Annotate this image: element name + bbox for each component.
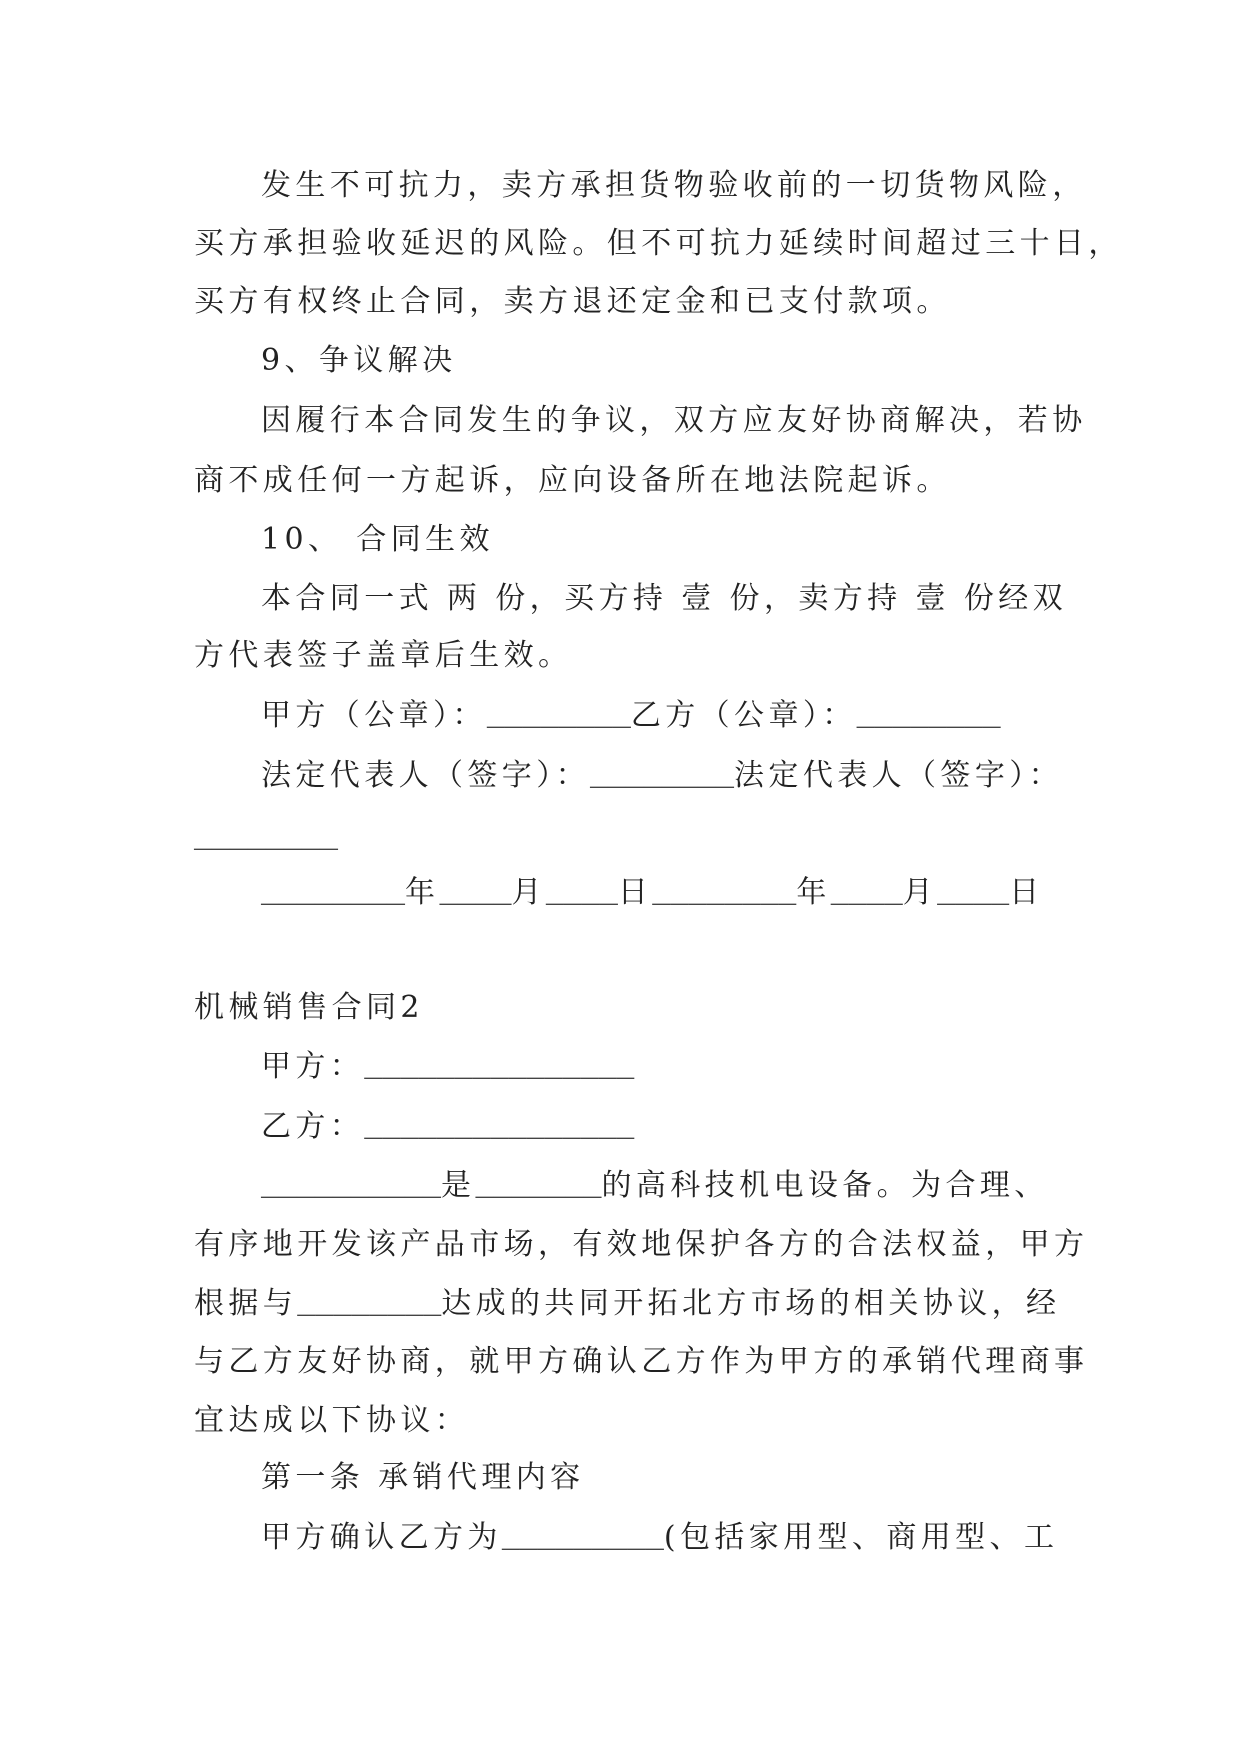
paragraph-line: 买方有权终止合同，卖方退还定金和已支付款项。 bbox=[194, 284, 951, 319]
blank-field: ________ bbox=[590, 761, 735, 795]
document-title: 机械销售合同2 bbox=[194, 990, 424, 1025]
text: 是 bbox=[441, 1168, 476, 1203]
text: (包括家用型、商用型、工 bbox=[663, 1520, 1059, 1555]
paragraph-line: 商不成任何一方起诉，应向设备所在地法院起诉。 bbox=[194, 463, 951, 498]
month-label: 月 bbox=[902, 875, 938, 910]
blank-field: ________ bbox=[297, 1289, 442, 1323]
paragraph-line: 本合同一式 两 份，买方持 壹 份，卖方持 壹 份经双 bbox=[261, 581, 1068, 616]
month-label: 月 bbox=[511, 875, 546, 910]
paragraph-line bbox=[261, 1518, 1058, 1560]
label: 法定代表人（签字）： bbox=[734, 758, 1064, 793]
paragraph-line: 买方承担验收延迟的风险。但不可抗力延续时间超过三十日， bbox=[194, 226, 1123, 261]
signature-rep-blank bbox=[194, 818, 338, 860]
date-line bbox=[261, 873, 1044, 915]
blank-field: ________ bbox=[486, 701, 631, 735]
blank-field: ________ bbox=[652, 878, 797, 912]
label: 甲方： bbox=[261, 1049, 365, 1084]
text: 达成的共同开拓北方市场的相关协议，经 bbox=[441, 1286, 1061, 1321]
blank-field: _________ bbox=[501, 1523, 664, 1557]
blank-field: ____ bbox=[937, 878, 1010, 912]
paragraph-line: 发生不可抗力，卖方承担货物验收前的一切货物风险， bbox=[261, 168, 1087, 203]
party-a-line bbox=[261, 1047, 634, 1089]
text: 甲方确认乙方为 bbox=[261, 1520, 502, 1555]
blank-field: __________ bbox=[261, 1171, 442, 1205]
article-heading: 第一条 承销代理内容 bbox=[261, 1460, 585, 1495]
paragraph-line: 有序地开发该产品市场，有效地保护各方的合法权益，甲方 bbox=[194, 1227, 1089, 1262]
paragraph-line: 与乙方友好协商，就甲方确认乙方作为甲方的承销代理商事 bbox=[194, 1344, 1089, 1379]
blank-field: ________ bbox=[194, 823, 339, 857]
label: 乙方： bbox=[261, 1109, 365, 1144]
paragraph-line: 宜达成以下协议： bbox=[194, 1403, 470, 1438]
day-label: 日 bbox=[617, 875, 653, 910]
party-b-line bbox=[261, 1107, 634, 1149]
section-heading: 9、争议解决 bbox=[261, 343, 457, 378]
blank-field: _______ bbox=[475, 1171, 602, 1205]
label: 乙方（公章）： bbox=[630, 698, 857, 733]
day-label: 日 bbox=[1009, 875, 1044, 910]
blank-field: _______________ bbox=[364, 1052, 635, 1086]
blank-field: ____ bbox=[830, 878, 903, 912]
text: 的高科技机电设备。为合理、 bbox=[601, 1168, 1049, 1203]
year-label: 年 bbox=[405, 875, 440, 910]
section-heading: 10、 合同生效 bbox=[261, 522, 494, 557]
blank-field: _______________ bbox=[364, 1112, 635, 1146]
label: 法定代表人（签字）： bbox=[261, 758, 590, 793]
paragraph-line: 方代表签子盖章后生效。 bbox=[194, 638, 573, 673]
signature-seal-line bbox=[261, 696, 1001, 738]
signature-rep-line bbox=[261, 756, 1063, 798]
blank-field: ________ bbox=[856, 701, 1001, 735]
label: 甲方（公章）： bbox=[261, 698, 487, 733]
paragraph-line bbox=[261, 1166, 1049, 1208]
blank-field: ________ bbox=[261, 878, 406, 912]
paragraph-line bbox=[194, 1284, 1060, 1326]
blank-field: ____ bbox=[439, 878, 512, 912]
blank-field: ____ bbox=[545, 878, 618, 912]
year-label: 年 bbox=[796, 875, 831, 910]
text: 根据与 bbox=[194, 1286, 298, 1321]
paragraph-line: 因履行本合同发生的争议，双方应友好协商解决，若协 bbox=[261, 403, 1087, 438]
